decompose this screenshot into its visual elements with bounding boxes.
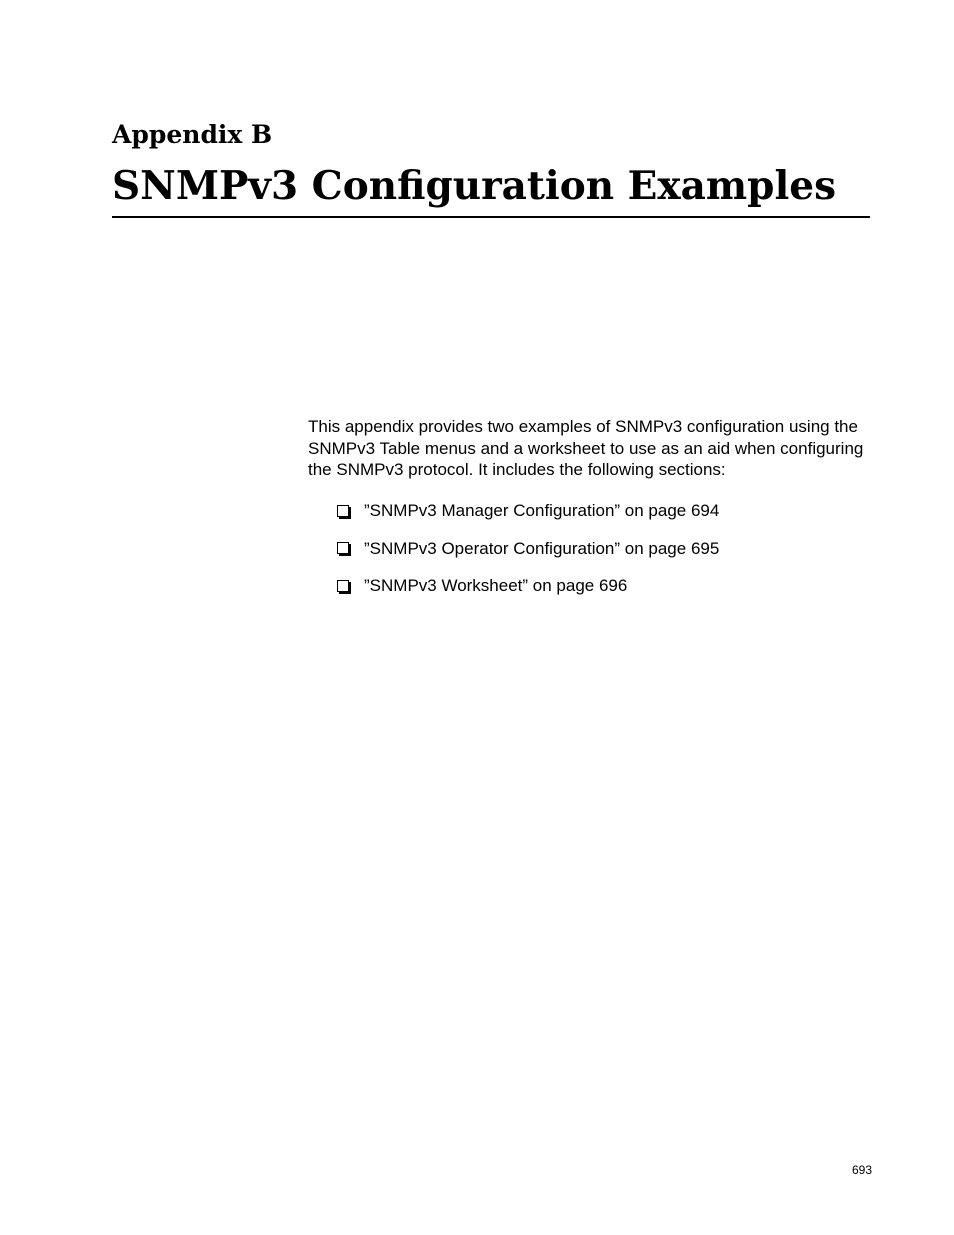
- page-number: 693: [851, 1163, 872, 1177]
- section-link-worksheet[interactable]: ”SNMPv3 Worksheet” on page 696: [364, 576, 628, 595]
- checkbox-icon: [337, 580, 349, 592]
- list-item[interactable]: [337, 575, 719, 596]
- checkbox-icon: [337, 505, 349, 517]
- section-link-manager[interactable]: ”SNMPv3 Manager Configuration” on page 694: [364, 501, 720, 520]
- intro-paragraph: This appendix provides two examples of SNMPv3 configuration using the SNMPv3 Table menus and a worksheet to use as an aid when configuring the SNMPv3 protocol. It includes the following sections:: [308, 417, 864, 479]
- list-item[interactable]: [337, 500, 719, 521]
- checkbox-icon: [337, 542, 349, 554]
- section-link-operator[interactable]: ”SNMPv3 Operator Configuration” on page 695: [364, 538, 720, 558]
- title-divider: [112, 216, 870, 218]
- list-item[interactable]: [337, 538, 719, 559]
- section-list: [337, 500, 719, 613]
- page-title: SNMPv3 Configuration Examples: [112, 163, 837, 209]
- appendix-label: Appendix B: [112, 120, 273, 149]
